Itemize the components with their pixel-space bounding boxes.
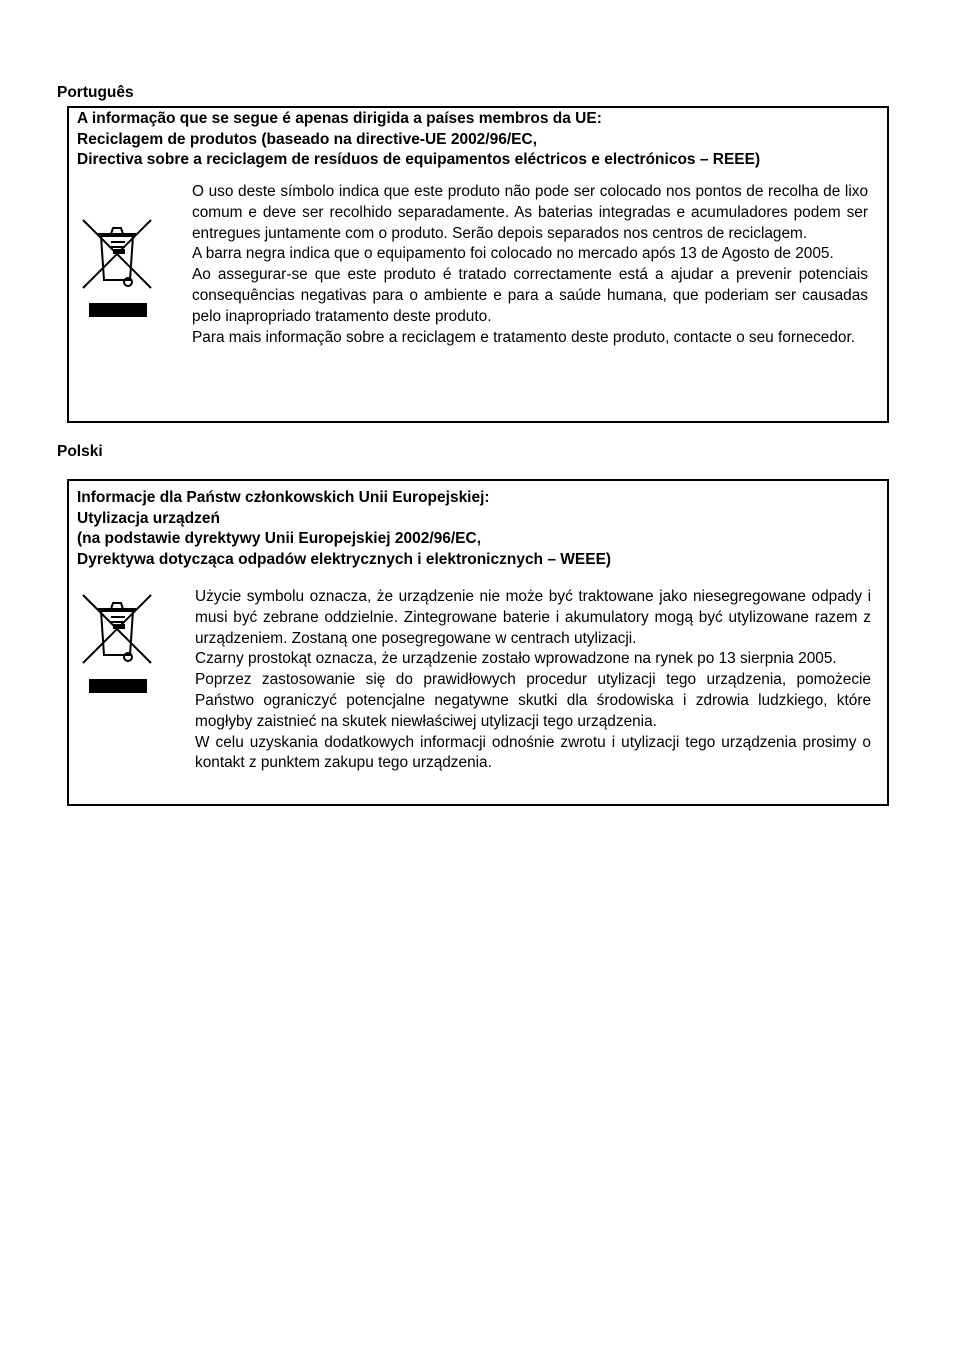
notice-title-line: Reciclagem de produtos (baseado na directive-UE 2002/96/EC, [77,130,537,148]
notice-paragraph: Ao assegurar-se que este produto é tratado correctamente está a ajudar a prevenir potenciais consequências negativas para o ambiente e para a saúde humana, que poderiam ser causadas pelo inapropriado tratamento deste produto. [192,266,868,325]
notice-paragraph: O uso deste símbolo indica que este produto não pode ser colocado nos pontos de recolha de lixo comum e deve ser recolhido separadamente. As baterias integradas e acumuladores podem ser entregues juntamente com o produto. Serão depois separados nos centros de reciclagem. [192,183,868,242]
notice-title [77,488,879,570]
notice-title-line: Utylizacja urządzeń [77,509,220,527]
notice-title-line: Informacje dla Państw członkowskich Unii Europejskiej: [77,489,490,506]
notice-title-line: A informação que se segue é apenas dirigida a países membros da UE: [77,110,602,127]
notice-body [192,182,868,348]
crossed-out-wheelie-bin-icon [81,593,153,665]
notice-paragraph: Para mais informação sobre a reciclagem e tratamento deste produto, contacte o seu fornecedor. [192,328,856,346]
notice-paragraph: Poprzez zastosowanie się do prawidłowych procedur utylizacji tego urządzenia, pomożecie Państwo ograniczyć potencjalne negatywne skutki dla środowiska i zdrowia ludzkiego, które mogłyby zaistnieć na skutek niewłaściwej utylizacji tego urządzenia. [195,671,871,730]
notice-title-line: Dyrektywa dotycząca odpadów elektrycznych i elektronicznych – WEEE) [77,550,612,568]
notice-paragraph: W celu uzyskania dodatkowych informacji odnośnie zwrotu i utylizacji tego urządzenia prosimy o kontakt z punktem zakupu tego urządzenia. [195,733,871,772]
notice-title-line: Directiva sobre a reciclagem de resíduos de equipamentos eléctricos e electrónicos – REEE) [77,151,761,168]
weee-notice-box-polski [67,479,889,806]
notice-title-line: (na podstawie dyrektywy Unii Europejskiej 2002/96/EC, [77,530,482,547]
section-heading-portugues: Português [57,84,134,101]
notice-paragraph: Użycie symbolu oznacza, że urządzenie nie może być traktowane jako niesegregowane odpady i musi być zebrane oddzielnie. Zintegrowane baterie i akumulatory mogą być utylizowane razem z urządzeniem. Zostaną one posegregowane w centrach utylizacji. [195,588,871,647]
notice-body [195,587,871,774]
weee-notice-box-portugues [67,106,889,423]
black-bar-marker [89,679,147,693]
notice-paragraph: A barra negra indica que o equipamento foi colocado no mercado após 13 de Agosto de 2005. [192,245,834,263]
crossed-out-wheelie-bin-icon [81,218,153,290]
black-bar-marker [89,303,147,317]
notice-paragraph: Czarny prostokąt oznacza, że urządzenie zostało wprowadzone na rynek po 13 sierpnia 2005. [195,650,837,668]
notice-title [77,109,879,171]
section-heading-polski: Polski [57,443,103,460]
